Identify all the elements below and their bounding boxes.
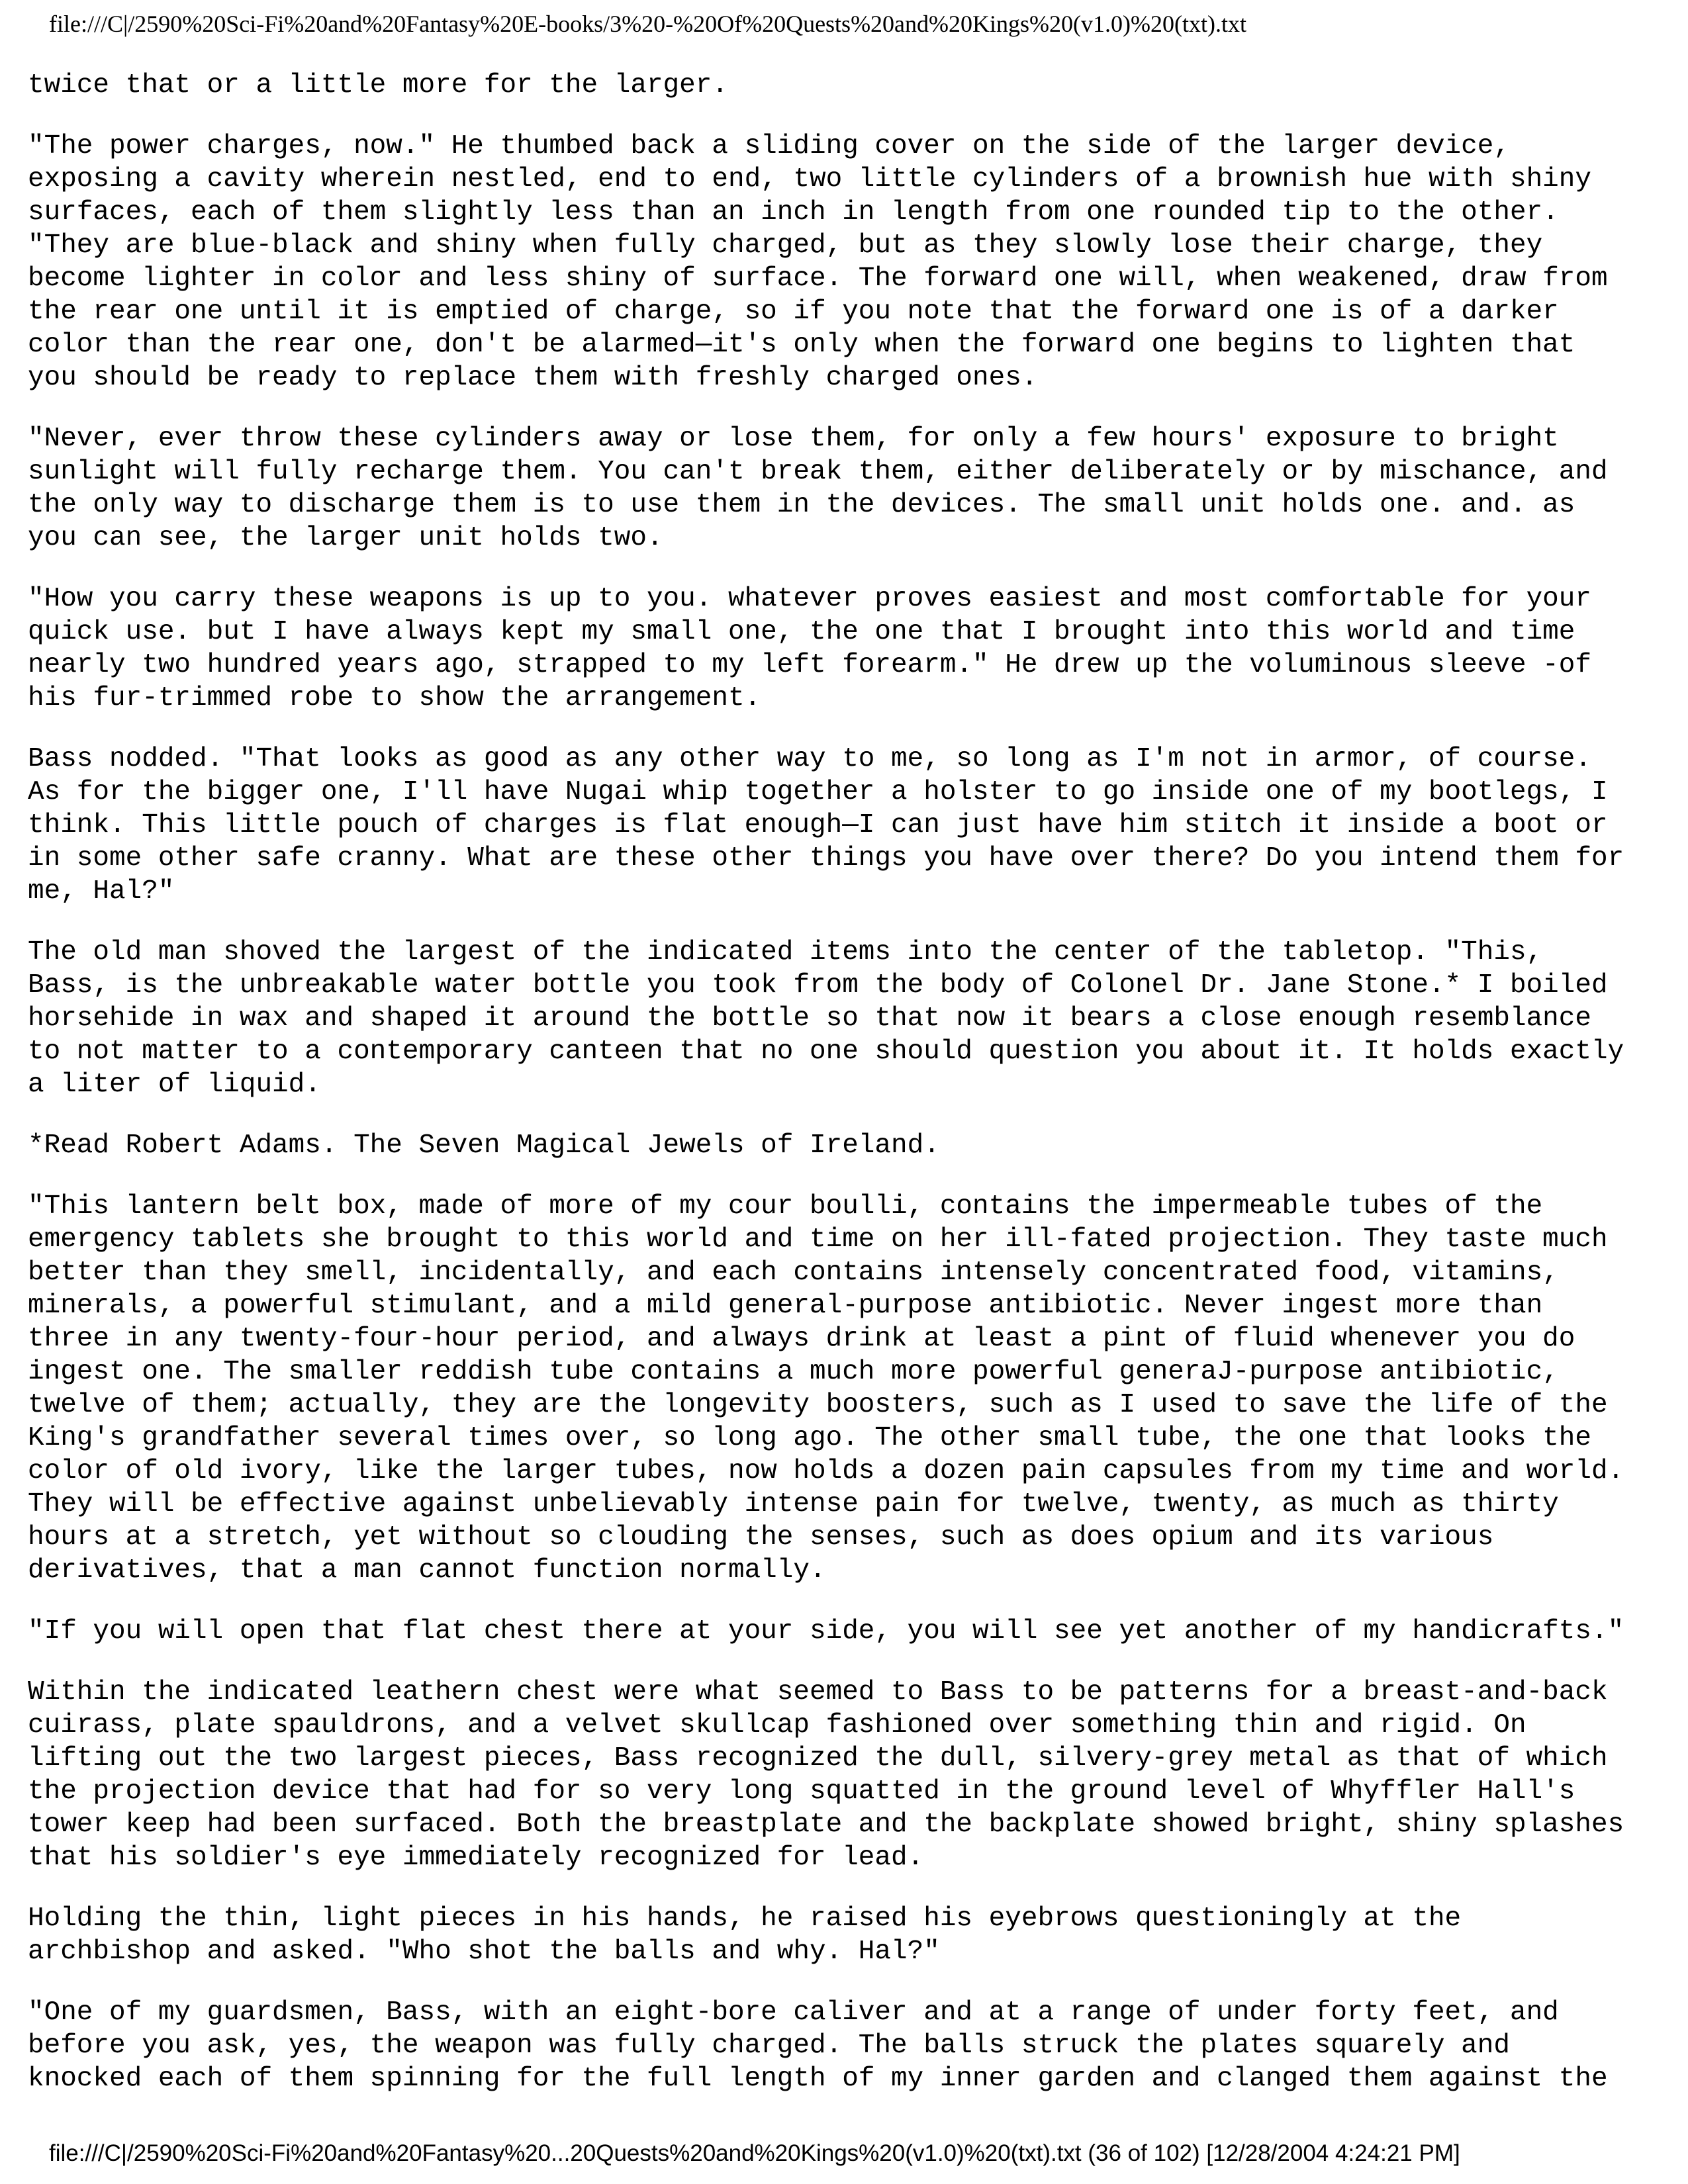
page-header-url: file:///C|/2590%20Sci-Fi%20and%20Fantasy%20E-books/3%20-%20Of%20Quests%20and%20Kings%20(v1.0)%20(txt).txt (49, 11, 1246, 37)
paragraph: "The power charges, now." He thumbed back a sliding cover on the side of the larger device, exposing a cavity wherein nestled, end to end, two little cylinders of a brownish hue with shiny surfaces, each of them slightly less than an inch in length from one rounded tip to the other. "They are blue-black and shiny when fully charged, but as they slowly lose their charge, they become lighter in color and less shiny of surface. The forward one will, when weakened, draw from the rear one until it is emptied of charge, so if you note that the forward one is of a darker color than the rear one, don't be alarmed—it's only when the forward one begins to lighten that you should be ready to replace them with freshly charged ones. (28, 131, 1608, 393)
paragraph: "One of my guardsmen, Bass, with an eight-bore caliver and at a range of under forty feet, and before you ask, yes, the weapon was fully charged. The balls struck the plates squarely and knocked each of them spinning for the full length of my inner garden and clanged them against the (28, 1997, 1608, 2094)
paragraph: Bass nodded. "That looks as good as any other way to me, so long as I'm not in armor, of course. As for the bigger one, I'll have Nugai whip together a holster to go inside one of my bootlegs, I think. This little pouch of charges is flat enough—I can just have him stitch it inside a boot or in some other safe cranny. What are these other things you have over there? Do you intend them for me, Hal?" (28, 744, 1624, 907)
paragraph: "How you carry these weapons is up to you. whatever proves easiest and most comfortable for your quick use. but I have always kept my small one, the one that I brought into this world and time nearly two hundred years ago, strapped to my left forearm." He drew up the voluminous sleeve -of his fur-trimmed robe to show the arrangement. (28, 584, 1591, 713)
page-footer-url: file:///C|/2590%20Sci-Fi%20and%20Fantasy%20...20Quests%20and%20Kings%20(v1.0)%20(txt).txt (36 of 102) [12/28/2004 4:24:21 PM] (49, 2140, 1460, 2166)
paragraph: Holding the thin, light pieces in his hands, he raised his eyebrows questioningly at the archbishop and asked. "Who shot the balls and why. Hal?" (28, 1903, 1462, 1967)
paragraph: "If you will open that flat chest there at your side, you will see yet another of my handicrafts." (28, 1616, 1624, 1647)
paragraph: "This lantern belt box, made of more of my cour boulli, contains the impermeable tubes of the emergency tablets she brought to this world and time on her ill-fated projection. They taste much better than they smell, incidentally, and each contains intensely concentrated food, vitamins, minerals, a powerful stimulant, and a mild general-purpose antibiotic. Never ingest more than three in any twenty-four-hour period, and always drink at least a pint of fluid whenever you do ingest one. The smaller reddish tube contains a much more powerful generaJ-purpose antibiotic, twelve of them; actually, they are the longevity boosters, such as I used to save the life of the King's grandfather several times over, so long ago. The other small tube, the one that looks the color of old ivory, like the larger tubes, now holds a dozen pain capsules from my time and world. They will be effective against unbelievably intense pain for twelve, twenty, as much as thirty hours at a stretch, yet without so clouding the senses, such as does opium and its various derivatives, that a man cannot function normally. (28, 1191, 1624, 1586)
paragraph: twice that or a little more for the larger. (28, 70, 728, 101)
document-body (28, 69, 1669, 2123)
paragraph: "Never, ever throw these cylinders away or lose them, for only a few hours' exposure to bright sunlight will fully recharge them. You can't break them, either deliberately or by mischance, and the only way to discharge them is to use them in the devices. The small unit holds one. and. as you can see, the larger unit holds two. (28, 424, 1608, 553)
paragraph: The old man shoved the largest of the indicated items into the center of the tabletop. "This, Bass, is the unbreakable water bottle you took from the body of Colonel Dr. Jane Stone.* I boiled horsehide in wax and shaped it around the bottle so that now it bears a close enough resemblance to not matter to a contemporary canteen that no one should question you about it. It holds exactly a liter of liquid. (28, 937, 1624, 1100)
paragraph: Within the indicated leathern chest were what seemed to Bass to be patterns for a breast-and-back cuirass, plate spauldrons, and a velvet skullcap fashioned over something thin and rigid. On lifting out the two largest pieces, Bass recognized the dull, silvery-grey metal as that of which the projection device that had for so very long squatted in the ground level of Whyffler Hall's tower keep had been surfaced. Both the breastplate and the backplate showed bright, shiny splashes that his soldier's eye immediately recognized for lead. (28, 1677, 1624, 1873)
footnote: *Read Robert Adams. The Seven Magical Jewels of Ireland. (28, 1130, 940, 1161)
